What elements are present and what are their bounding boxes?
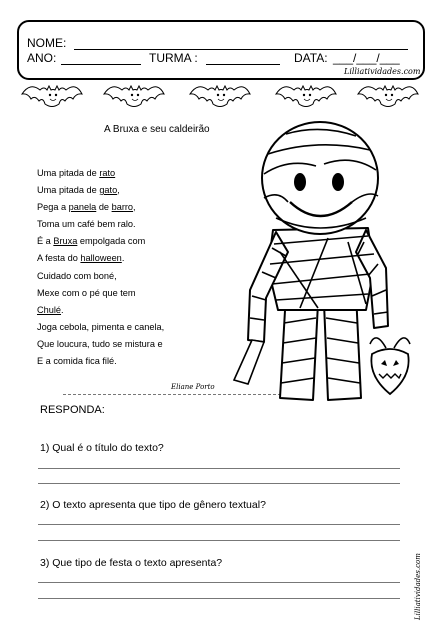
poem-author: Eliane Porto xyxy=(171,383,215,391)
poem-text-segment: Que loucura, tudo se mistura e xyxy=(37,338,163,349)
question-1: 1) Qual é o título do texto? xyxy=(40,442,164,454)
poem-text-segment: . xyxy=(121,253,125,264)
underlined-word: gato xyxy=(99,185,118,196)
side-brand-watermark: Lilliatividades.com xyxy=(414,553,422,620)
poem-line xyxy=(37,182,164,199)
answer-line[interactable] xyxy=(38,540,400,541)
bats-row xyxy=(18,82,422,118)
poem-line xyxy=(37,353,164,370)
name-field[interactable] xyxy=(74,49,408,50)
brand-watermark: Lilliatividades.com xyxy=(344,67,421,76)
poem-text-segment: E a comida fica filé. xyxy=(37,356,117,367)
bat-icon xyxy=(274,82,338,112)
bat-icon xyxy=(188,82,252,112)
poem-line xyxy=(37,285,164,302)
date-label: DATA: xyxy=(294,51,328,65)
poem-text-segment: de xyxy=(96,202,112,213)
bat-icon xyxy=(20,82,84,112)
poem-text-segment: Joga cebola, pimenta e canela, xyxy=(37,321,165,332)
poem-text-segment: Cuidado com boné, xyxy=(37,270,117,281)
name-label: NOME: xyxy=(27,36,67,50)
class-label: TURMA : xyxy=(149,51,198,65)
poem-line xyxy=(37,268,164,285)
underlined-word: Bruxa xyxy=(53,236,78,247)
bat-icon xyxy=(102,82,166,112)
poem-line xyxy=(37,216,164,233)
poem-text-segment: . xyxy=(61,304,64,315)
underlined-word: halloween xyxy=(80,253,122,264)
question-3: 3) Que tipo de festa o texto apresenta? xyxy=(40,557,223,569)
year-label: ANO: xyxy=(27,51,57,65)
answer-line[interactable] xyxy=(38,483,400,484)
poem-text-segment: Pega a xyxy=(37,202,69,213)
answer-line[interactable] xyxy=(38,468,400,469)
underlined-word: barro xyxy=(111,202,134,213)
poem-text-segment: Uma pitada de xyxy=(37,185,100,196)
respond-heading: RESPONDA: xyxy=(40,404,105,416)
poem-text-segment: Mexe com o pé que tem xyxy=(37,287,136,298)
underlined-word: panela xyxy=(68,202,97,213)
poem-text-segment: É a xyxy=(37,236,54,247)
poem-line xyxy=(37,319,164,336)
underlined-word: rato xyxy=(99,168,116,178)
answer-line[interactable] xyxy=(38,524,400,525)
poem-text xyxy=(37,165,164,370)
year-field[interactable] xyxy=(61,64,141,65)
date-field[interactable]: ___/___/___ xyxy=(333,51,400,65)
poem-text-segment: Toma um café bem ralo. xyxy=(37,219,136,230)
question-2: 2) O texto apresenta que tipo de gênero textual? xyxy=(40,499,266,511)
poem-text-segment: A festa do xyxy=(37,253,81,264)
pumpkin-bag-icon xyxy=(368,330,412,400)
class-field[interactable] xyxy=(206,64,280,65)
underlined-word: Chulé xyxy=(37,304,62,315)
poem-line xyxy=(37,250,164,267)
poem-line xyxy=(37,165,164,182)
poem-line xyxy=(37,199,164,216)
bat-icon xyxy=(356,82,420,112)
poem-line xyxy=(37,233,164,250)
poem-title: A Bruxa e seu caldeirão xyxy=(104,124,210,135)
poem-text-segment: , xyxy=(133,202,136,213)
poem-line xyxy=(37,336,164,353)
answer-line[interactable] xyxy=(38,598,400,599)
poem-text-segment: , xyxy=(117,185,120,196)
answer-line[interactable] xyxy=(38,582,400,583)
poem-text-segment: empolgada com xyxy=(77,236,146,247)
poem-line xyxy=(37,302,164,319)
poem-text-segment: Uma pitada de xyxy=(37,168,100,178)
